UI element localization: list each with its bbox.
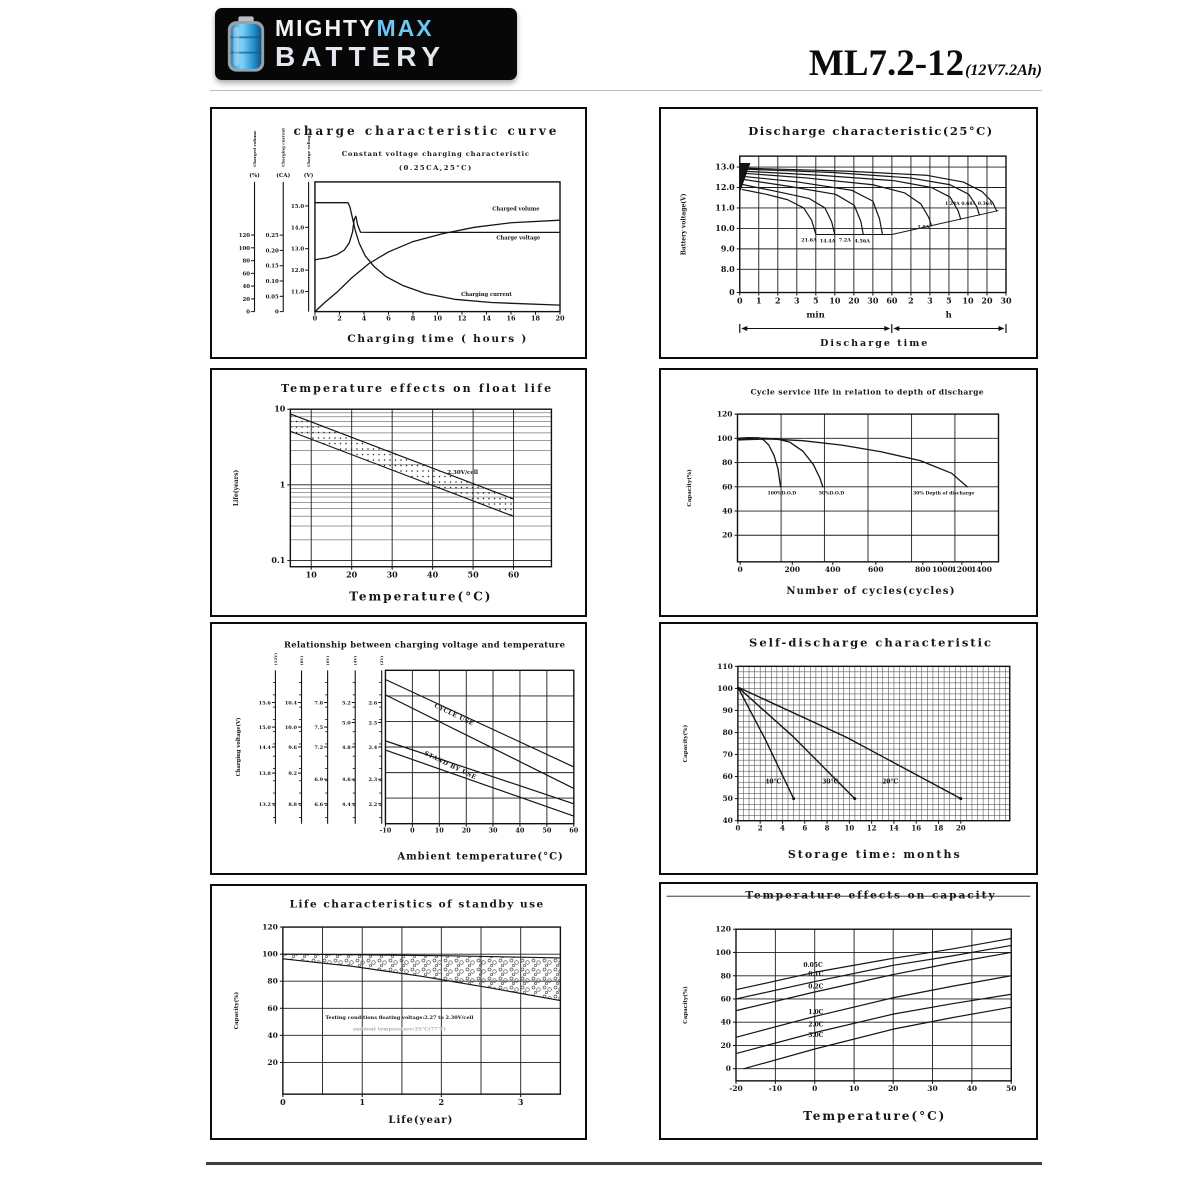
svg-text:80: 80: [242, 258, 251, 265]
svg-text:5.2: 5.2: [342, 700, 351, 707]
model-spec: (12V7.2Ah): [965, 62, 1042, 79]
svg-text:Temperature effects on float l: Temperature effects on float life: [281, 382, 554, 396]
svg-text:9.0: 9.0: [720, 243, 735, 254]
svg-text:40: 40: [267, 1030, 278, 1040]
svg-text:CYCLE USE: CYCLE USE: [432, 702, 475, 728]
svg-text:10: 10: [829, 295, 841, 306]
svg-text:Capacity(%): Capacity(%): [683, 986, 690, 1024]
svg-text:60: 60: [722, 772, 733, 782]
svg-text:120: 120: [716, 409, 733, 419]
svg-text:Temperature(°C): Temperature(°C): [349, 589, 493, 604]
svg-text:10: 10: [844, 823, 855, 833]
svg-text:1: 1: [755, 295, 762, 306]
chart-canvas-4: [212, 624, 585, 873]
svg-text:70: 70: [722, 749, 733, 759]
svg-text:60: 60: [267, 1003, 278, 1013]
chart-charging-voltage-temperature: [210, 622, 587, 875]
svg-text:1.0C: 1.0C: [808, 1009, 824, 1017]
svg-text:13.0: 13.0: [290, 246, 305, 253]
svg-text:40°C: 40°C: [765, 778, 782, 786]
svg-text:40: 40: [242, 284, 251, 291]
svg-text:20°C: 20°C: [882, 778, 899, 786]
svg-text:2: 2: [775, 295, 781, 306]
svg-text:110: 110: [717, 661, 733, 671]
svg-text:2.0C: 2.0C: [808, 1021, 824, 1029]
svg-text:Charged volume: Charged volume: [492, 206, 540, 213]
svg-text:13.2: 13.2: [258, 801, 271, 808]
svg-text:min: min: [806, 310, 825, 321]
svg-text:2: 2: [337, 314, 342, 323]
svg-text:2.30V/cell: 2.30V/cell: [447, 469, 479, 476]
svg-text:Discharge characteristic(25°C): Discharge characteristic(25°C): [748, 124, 994, 139]
svg-text:2.4: 2.4: [368, 745, 378, 752]
svg-text:100%D.O.D: 100%D.O.D: [767, 491, 797, 497]
svg-text:(%): (%): [249, 172, 260, 179]
svg-text:(CA): (CA): [276, 172, 291, 179]
svg-text:5.0: 5.0: [342, 720, 351, 727]
svg-text:20: 20: [267, 1057, 278, 1067]
svg-text:0.1C: 0.1C: [808, 971, 824, 979]
chart-canvas-1: [661, 109, 1036, 357]
chart-charge-characteristic: [210, 107, 587, 359]
svg-text:15.6: 15.6: [258, 700, 271, 707]
svg-text:Ambient temperature(°C): Ambient temperature(°C): [397, 851, 564, 863]
svg-text:1: 1: [279, 479, 286, 490]
svg-text:40: 40: [722, 816, 733, 826]
svg-text:7.2A: 7.2A: [838, 237, 851, 244]
svg-text:Self-discharge characteristic: Self-discharge characteristic: [749, 635, 993, 650]
svg-text:50%D.O.D: 50%D.O.D: [818, 491, 845, 497]
svg-text:16: 16: [506, 314, 516, 323]
svg-text:12.0: 12.0: [290, 268, 305, 275]
svg-text:Charging time ( hours ): Charging time ( hours ): [347, 333, 529, 346]
svg-text:100: 100: [238, 245, 251, 252]
svg-text:7.2: 7.2: [314, 745, 324, 752]
svg-text:Storage time: months: Storage time: months: [787, 848, 962, 862]
svg-text:50: 50: [467, 569, 479, 580]
svg-text:0.20: 0.20: [265, 248, 279, 255]
logo-max: MAX: [376, 15, 434, 41]
svg-text:1: 1: [359, 1097, 366, 1108]
svg-text:0: 0: [246, 309, 251, 316]
svg-text:2.6: 2.6: [368, 700, 378, 707]
svg-text:Capacity(%): Capacity(%): [683, 724, 690, 763]
svg-text:9.2: 9.2: [288, 771, 298, 778]
brand-logo: [215, 8, 517, 80]
svg-text:200: 200: [784, 564, 801, 574]
svg-text:0.2C: 0.2C: [808, 983, 824, 991]
svg-text:0.15: 0.15: [265, 263, 279, 270]
chart-self-discharge: [659, 622, 1038, 875]
svg-text:Discharge time: Discharge time: [820, 337, 930, 349]
svg-text:16: 16: [911, 823, 922, 833]
svg-text:20: 20: [887, 1083, 899, 1093]
svg-text:0: 0: [410, 826, 415, 835]
svg-text:14.0: 14.0: [290, 225, 305, 232]
svg-text:0.05C: 0.05C: [803, 962, 823, 970]
svg-text:60: 60: [720, 994, 731, 1004]
svg-text:120: 120: [715, 924, 731, 934]
svg-text:10: 10: [305, 569, 317, 580]
svg-text:Charging current: Charging current: [280, 127, 286, 167]
svg-text:60: 60: [722, 482, 733, 492]
svg-text:-10: -10: [768, 1083, 783, 1093]
svg-text:3: 3: [794, 295, 800, 306]
svg-text:20: 20: [955, 823, 966, 833]
svg-text:Capacity(%): Capacity(%): [687, 469, 693, 507]
svg-text:Life characteristics of standb: Life characteristics of standby use: [289, 898, 545, 911]
svg-text:-20: -20: [729, 1083, 743, 1093]
svg-text:14: 14: [889, 823, 899, 833]
svg-text:50: 50: [1006, 1083, 1017, 1093]
svg-text:0: 0: [735, 823, 741, 833]
svg-text:h: h: [945, 310, 952, 321]
svg-text:Life(years): Life(years): [233, 469, 241, 507]
svg-text:10.0: 10.0: [284, 725, 298, 732]
svg-text:(12V): (12V): [272, 652, 278, 666]
svg-text:14.4: 14.4: [258, 745, 271, 752]
svg-text:2.5: 2.5: [368, 720, 378, 727]
svg-text:2: 2: [757, 823, 763, 833]
svg-text:Number of cycles(cycles): Number of cycles(cycles): [786, 586, 956, 598]
svg-text:30: 30: [867, 295, 879, 306]
footer-divider: [206, 1162, 1042, 1165]
svg-text:18: 18: [933, 823, 944, 833]
chart-canvas-7: [661, 884, 1036, 1138]
svg-text:400: 400: [824, 564, 841, 574]
svg-text:120: 120: [262, 922, 278, 932]
chart-cycle-service-life: [659, 368, 1038, 617]
battery-icon: [225, 15, 267, 73]
svg-text:0: 0: [312, 314, 318, 323]
chart-canvas-5: [661, 624, 1036, 873]
svg-text:Testing conditions floating vo: Testing conditions floating voltage:2.27 to 2.30V/cell: [325, 1014, 474, 1021]
svg-text:0: 0: [729, 287, 735, 298]
svg-text:3: 3: [517, 1097, 524, 1108]
svg-text:Capacity(%): Capacity(%): [234, 991, 241, 1030]
svg-text:4.4: 4.4: [342, 801, 351, 808]
svg-text:Charged volume: Charged volume: [252, 130, 258, 167]
svg-text:80: 80: [267, 976, 278, 986]
svg-text:0.05: 0.05: [265, 294, 279, 301]
svg-text:20: 20: [555, 314, 565, 323]
svg-text:1.24A 0.68A 0.36A: 1.24A 0.68A 0.36A: [944, 202, 993, 208]
svg-text:0.25: 0.25: [265, 233, 279, 240]
svg-text:(0.25CA,25°C): (0.25CA,25°C): [398, 163, 473, 172]
svg-text:100: 100: [717, 683, 733, 693]
svg-text:30: 30: [386, 569, 398, 580]
svg-text:40: 40: [720, 1017, 731, 1027]
chart-canvas-3: [661, 370, 1036, 615]
svg-text:Constant voltage charging char: Constant voltage charging characteristic: [341, 150, 530, 159]
svg-text:11.0: 11.0: [715, 202, 735, 213]
svg-text:0: 0: [274, 309, 279, 316]
svg-text:10: 10: [274, 403, 286, 414]
svg-text:4: 4: [780, 823, 785, 833]
svg-text:6.9: 6.9: [314, 777, 324, 784]
svg-text:1.8A: 1.8A: [917, 224, 930, 231]
svg-text:5: 5: [946, 295, 952, 306]
chart-canvas-2: [212, 370, 585, 615]
svg-text:40: 40: [722, 506, 733, 516]
model-number: ML7.2-12: [808, 43, 965, 84]
chart-float-life: [210, 368, 587, 617]
svg-text:4: 4: [361, 314, 367, 323]
svg-text:100: 100: [262, 949, 278, 959]
svg-text:3.0C: 3.0C: [808, 1031, 824, 1039]
svg-text:80: 80: [722, 728, 733, 738]
svg-text:30: 30: [927, 1083, 938, 1093]
svg-text:8.0: 8.0: [720, 263, 735, 274]
svg-text:0: 0: [737, 564, 743, 574]
logo-battery: BATTERY: [275, 41, 447, 72]
svg-text:50: 50: [542, 826, 552, 835]
chart-standby-life: [210, 884, 587, 1140]
header-divider: [210, 90, 1042, 91]
svg-text:20: 20: [722, 530, 733, 540]
svg-text:60: 60: [886, 295, 898, 306]
svg-text:600: 600: [868, 564, 884, 574]
svg-text:100: 100: [716, 433, 733, 443]
svg-text:0.1: 0.1: [271, 554, 286, 565]
svg-text:10: 10: [434, 826, 444, 835]
svg-text:80: 80: [722, 458, 733, 468]
svg-text:0: 0: [280, 1097, 286, 1108]
svg-text:2.3: 2.3: [368, 777, 378, 784]
svg-text:0: 0: [812, 1083, 818, 1093]
svg-text:10.4: 10.4: [284, 700, 298, 707]
logo-mighty: MIGHTY: [275, 15, 377, 41]
svg-text:2: 2: [438, 1097, 445, 1108]
model-title: [809, 42, 1042, 85]
svg-text:40: 40: [515, 826, 525, 835]
svg-text:Battery voltage(V): Battery voltage(V): [680, 193, 688, 256]
svg-text:6.6: 6.6: [314, 801, 324, 808]
chart-canvas-0: [212, 109, 585, 357]
svg-text:50: 50: [722, 794, 733, 804]
svg-text:0.10: 0.10: [265, 279, 279, 286]
svg-text:11.0: 11.0: [290, 289, 305, 296]
svg-text:Charge voltage: Charge voltage: [306, 133, 312, 167]
svg-text:12.0: 12.0: [715, 181, 735, 192]
svg-text:6: 6: [802, 823, 808, 833]
svg-text:8.8: 8.8: [288, 801, 298, 808]
svg-text:4.56A: 4.56A: [854, 238, 870, 245]
svg-text:7.8: 7.8: [314, 700, 324, 707]
svg-text:10: 10: [432, 314, 443, 323]
svg-text:0: 0: [725, 1064, 731, 1074]
svg-text:(4V): (4V): [352, 655, 358, 666]
svg-text:90: 90: [722, 705, 733, 715]
svg-text:20: 20: [346, 569, 358, 580]
svg-text:(8V): (8V): [299, 655, 305, 666]
svg-text:30% Depth of discharge: 30% Depth of discharge: [912, 491, 975, 497]
svg-text:13.0: 13.0: [715, 161, 735, 172]
svg-text:100: 100: [715, 947, 731, 957]
svg-text:Relationship between charging: Relationship between charging voltage and temperature: [283, 639, 566, 650]
svg-text:1200: 1200: [951, 564, 973, 574]
svg-text:Temperature effects on capacit: Temperature effects on capacity: [745, 889, 997, 902]
svg-text:Charge voltage: Charge voltage: [496, 235, 541, 242]
svg-text:60: 60: [569, 826, 579, 835]
svg-text:(2V): (2V): [379, 655, 385, 666]
svg-text:4.8: 4.8: [342, 745, 351, 752]
svg-text:8: 8: [824, 823, 830, 833]
svg-text:2: 2: [908, 295, 914, 306]
svg-text:1000: 1000: [931, 564, 953, 574]
svg-text:80: 80: [720, 971, 731, 981]
svg-text:60: 60: [508, 569, 520, 580]
svg-text:-10: -10: [379, 826, 392, 835]
chart-temperature-capacity: [659, 882, 1038, 1140]
svg-text:charge characteristic curve: charge characteristic curve: [293, 124, 560, 139]
svg-text:10: 10: [962, 295, 974, 306]
svg-text:14.4A: 14.4A: [819, 238, 836, 245]
svg-text:14: 14: [481, 314, 492, 323]
svg-text:30: 30: [1000, 295, 1012, 306]
svg-text:10.0: 10.0: [715, 222, 735, 233]
svg-text:0: 0: [736, 295, 743, 306]
svg-text:Life(year): Life(year): [388, 1114, 454, 1126]
svg-text:12: 12: [866, 823, 877, 833]
svg-text:40: 40: [427, 569, 439, 580]
svg-text:30°C: 30°C: [822, 778, 839, 786]
svg-text:15.0: 15.0: [290, 203, 305, 210]
svg-text:15.0: 15.0: [258, 725, 271, 732]
svg-text:4.6: 4.6: [342, 777, 351, 784]
svg-text:40: 40: [966, 1083, 978, 1093]
svg-text:18: 18: [530, 314, 541, 323]
svg-text:20: 20: [981, 295, 993, 306]
svg-text:9.6: 9.6: [288, 745, 298, 752]
logo-text: [275, 17, 446, 71]
svg-text:3: 3: [927, 295, 933, 306]
svg-text:(V): (V): [303, 172, 314, 179]
svg-text:30: 30: [488, 826, 498, 835]
svg-text:7.5: 7.5: [314, 725, 324, 732]
svg-text:20: 20: [720, 1041, 731, 1051]
svg-text:20: 20: [848, 295, 860, 306]
chart-discharge-characteristic: [659, 107, 1038, 359]
svg-text:21.6A: 21.6A: [801, 237, 817, 244]
svg-text:Cycle service life in relation: Cycle service life in relation to depth of discharge: [750, 387, 985, 397]
svg-text:120: 120: [238, 233, 251, 240]
svg-text:20: 20: [242, 296, 251, 303]
svg-text:8: 8: [410, 314, 416, 323]
svg-text:Charging current: Charging current: [461, 292, 512, 299]
svg-text:20: 20: [461, 826, 471, 835]
svg-text:STAND BY USE: STAND BY USE: [422, 749, 478, 782]
svg-text:800: 800: [914, 564, 931, 574]
svg-text:Temperature(°C): Temperature(°C): [803, 1109, 947, 1124]
svg-text:(6V): (6V): [325, 655, 331, 666]
svg-text:2.2: 2.2: [368, 801, 378, 808]
svg-text:13.8: 13.8: [258, 771, 271, 778]
svg-text:Charging voltage(V): Charging voltage(V): [235, 717, 242, 777]
svg-text:10: 10: [848, 1083, 860, 1093]
svg-text:5: 5: [813, 295, 819, 306]
svg-text:6: 6: [386, 314, 391, 323]
svg-text:12: 12: [457, 314, 467, 323]
svg-text:ambient temperature:25°C(77°F): ambient temperature:25°C(77°F): [352, 1026, 446, 1033]
svg-text:60: 60: [242, 271, 251, 278]
svg-text:1400: 1400: [971, 564, 992, 574]
chart-canvas-6: [212, 886, 585, 1138]
